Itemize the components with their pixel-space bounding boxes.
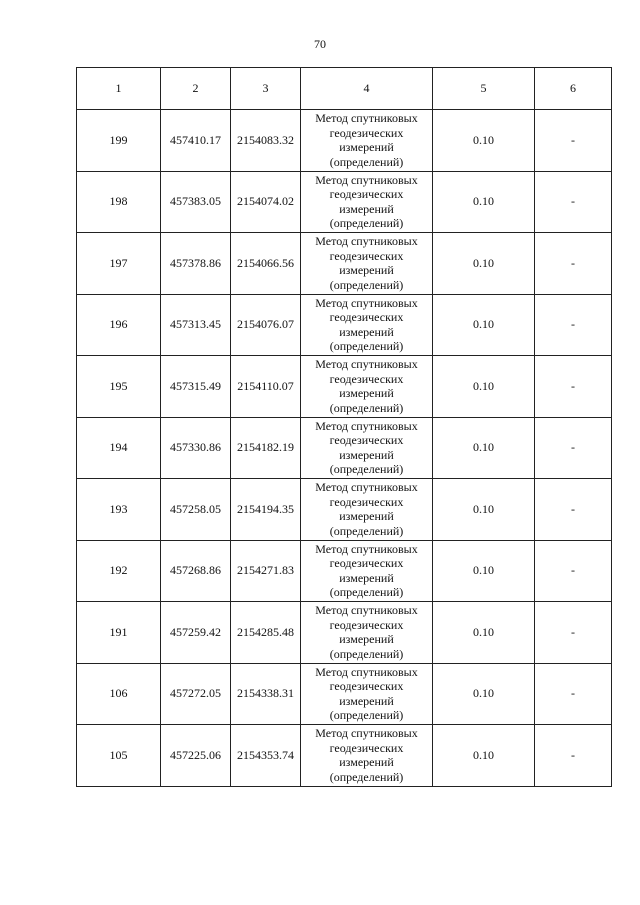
- x-coordinate-cell: 457315.49: [161, 356, 231, 418]
- method-line: Метод спутниковых: [315, 541, 418, 556]
- method-line: измерений: [339, 755, 394, 770]
- method-line: (определений): [329, 769, 404, 784]
- method-line: геодезических: [329, 125, 404, 140]
- table-row: [77, 725, 612, 787]
- point-number-cell: 196: [77, 294, 161, 356]
- accuracy-cell: 0.10: [433, 725, 535, 787]
- accuracy-cell: 0.10: [433, 479, 535, 541]
- method-line: Метод спутниковых: [315, 480, 418, 495]
- column-header-4: 4: [301, 68, 433, 110]
- table-row: [77, 356, 612, 418]
- method-line: Метод спутниковых: [315, 111, 418, 126]
- accuracy-cell: 0.10: [433, 540, 535, 602]
- method-line: Метод спутниковых: [315, 295, 418, 310]
- y-coordinate-cell: 2154285.48: [231, 602, 301, 664]
- column-header-2: 2: [161, 68, 231, 110]
- method-line: измерений: [339, 386, 394, 401]
- method-line: (определений): [329, 585, 404, 600]
- table-row: [77, 602, 612, 664]
- method-line: измерений: [339, 447, 394, 462]
- note-cell: -: [535, 540, 612, 602]
- method-cell: [301, 417, 433, 479]
- x-coordinate-cell: 457330.86: [161, 417, 231, 479]
- method-cell: [301, 725, 433, 787]
- method-line: Метод спутниковых: [315, 418, 418, 433]
- column-header-5: 5: [433, 68, 535, 110]
- note-cell: -: [535, 725, 612, 787]
- page-number: 70: [314, 37, 326, 51]
- table-header-row: [77, 68, 612, 110]
- method-cell: [301, 479, 433, 541]
- method-line: геодезических: [329, 371, 404, 386]
- note-cell: -: [535, 171, 612, 233]
- method-line: Метод спутниковых: [315, 726, 418, 741]
- coordinates-table: [76, 67, 612, 787]
- x-coordinate-cell: 457268.86: [161, 540, 231, 602]
- point-number-cell: 106: [77, 663, 161, 725]
- method-line: измерений: [339, 509, 394, 524]
- method-cell: [301, 294, 433, 356]
- method-line: геодезических: [329, 617, 404, 632]
- table-row: [77, 479, 612, 541]
- method-line: (определений): [329, 646, 404, 661]
- method-line: (определений): [329, 708, 404, 723]
- table-row: [77, 540, 612, 602]
- method-line: (определений): [329, 339, 404, 354]
- y-coordinate-cell: 2154110.07: [231, 356, 301, 418]
- method-line: геодезических: [329, 187, 404, 202]
- accuracy-cell: 0.10: [433, 602, 535, 664]
- method-line: Метод спутниковых: [315, 603, 418, 618]
- method-line: геодезических: [329, 556, 404, 571]
- note-cell: -: [535, 479, 612, 541]
- method-line: геодезических: [329, 433, 404, 448]
- point-number-cell: 197: [77, 233, 161, 295]
- table-row: [77, 233, 612, 295]
- method-line: геодезических: [329, 740, 404, 755]
- x-coordinate-cell: 457225.06: [161, 725, 231, 787]
- x-coordinate-cell: 457258.05: [161, 479, 231, 541]
- y-coordinate-cell: 2154338.31: [231, 663, 301, 725]
- table-body: [77, 110, 612, 787]
- method-cell: [301, 663, 433, 725]
- method-cell: [301, 356, 433, 418]
- x-coordinate-cell: 457272.05: [161, 663, 231, 725]
- method-line: Метод спутниковых: [315, 664, 418, 679]
- y-coordinate-cell: 2154271.83: [231, 540, 301, 602]
- table-row: [77, 171, 612, 233]
- point-number-cell: 191: [77, 602, 161, 664]
- y-coordinate-cell: 2154066.56: [231, 233, 301, 295]
- method-line: (определений): [329, 216, 404, 231]
- point-number-cell: 192: [77, 540, 161, 602]
- method-line: (определений): [329, 400, 404, 415]
- x-coordinate-cell: 457383.05: [161, 171, 231, 233]
- method-line: измерений: [339, 570, 394, 585]
- note-cell: -: [535, 110, 612, 172]
- method-line: геодезических: [329, 679, 404, 694]
- accuracy-cell: 0.10: [433, 294, 535, 356]
- method-line: измерений: [339, 201, 394, 216]
- method-line: Метод спутниковых: [315, 357, 418, 372]
- column-header-1: 1: [77, 68, 161, 110]
- point-number-cell: 198: [77, 171, 161, 233]
- table-row: [77, 110, 612, 172]
- point-number-cell: 199: [77, 110, 161, 172]
- method-line: геодезических: [329, 494, 404, 509]
- method-line: измерений: [339, 324, 394, 339]
- note-cell: -: [535, 294, 612, 356]
- note-cell: -: [535, 663, 612, 725]
- accuracy-cell: 0.10: [433, 356, 535, 418]
- table-row: [77, 417, 612, 479]
- accuracy-cell: 0.10: [433, 171, 535, 233]
- method-line: (определений): [329, 462, 404, 477]
- y-coordinate-cell: 2154182.19: [231, 417, 301, 479]
- method-cell: [301, 110, 433, 172]
- method-line: Метод спутниковых: [315, 172, 418, 187]
- table-row: [77, 663, 612, 725]
- x-coordinate-cell: 457378.86: [161, 233, 231, 295]
- x-coordinate-cell: 457259.42: [161, 602, 231, 664]
- accuracy-cell: 0.10: [433, 110, 535, 172]
- method-line: измерений: [339, 693, 394, 708]
- point-number-cell: 195: [77, 356, 161, 418]
- point-number-cell: 105: [77, 725, 161, 787]
- method-cell: [301, 171, 433, 233]
- accuracy-cell: 0.10: [433, 663, 535, 725]
- column-header-3: 3: [231, 68, 301, 110]
- y-coordinate-cell: 2154194.35: [231, 479, 301, 541]
- method-line: измерений: [339, 263, 394, 278]
- method-line: измерений: [339, 632, 394, 647]
- x-coordinate-cell: 457410.17: [161, 110, 231, 172]
- method-cell: [301, 233, 433, 295]
- note-cell: -: [535, 602, 612, 664]
- method-cell: [301, 602, 433, 664]
- method-line: геодезических: [329, 310, 404, 325]
- note-cell: -: [535, 233, 612, 295]
- method-cell: [301, 540, 433, 602]
- method-line: (определений): [329, 154, 404, 169]
- y-coordinate-cell: 2154083.32: [231, 110, 301, 172]
- x-coordinate-cell: 457313.45: [161, 294, 231, 356]
- method-line: (определений): [329, 523, 404, 538]
- note-cell: -: [535, 356, 612, 418]
- point-number-cell: 193: [77, 479, 161, 541]
- y-coordinate-cell: 2154074.02: [231, 171, 301, 233]
- method-line: геодезических: [329, 248, 404, 263]
- table-row: [77, 294, 612, 356]
- y-coordinate-cell: 2154353.74: [231, 725, 301, 787]
- column-header-6: 6: [535, 68, 612, 110]
- point-number-cell: 194: [77, 417, 161, 479]
- method-line: (определений): [329, 277, 404, 292]
- accuracy-cell: 0.10: [433, 233, 535, 295]
- method-line: Метод спутниковых: [315, 234, 418, 249]
- accuracy-cell: 0.10: [433, 417, 535, 479]
- y-coordinate-cell: 2154076.07: [231, 294, 301, 356]
- method-line: измерений: [339, 140, 394, 155]
- note-cell: -: [535, 417, 612, 479]
